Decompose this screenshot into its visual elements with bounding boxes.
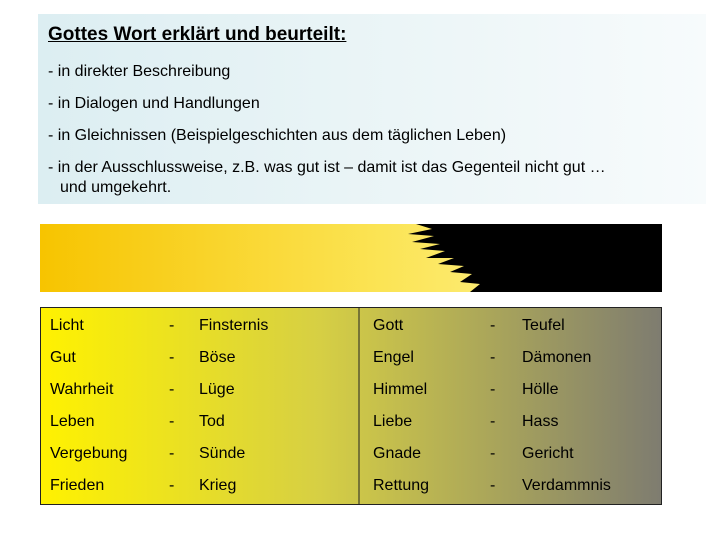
table-cell: Teufel [522, 317, 565, 334]
table-cell: Gut [50, 349, 76, 366]
separator-dash: - [169, 477, 175, 494]
table-cell: Gott [373, 317, 404, 334]
bullet-line-continuation: und umgekehrt. [60, 179, 172, 196]
separator-dash: - [169, 381, 175, 398]
separator-dash: - [169, 349, 175, 366]
text-panel [38, 14, 706, 204]
table-cell: Dämonen [522, 349, 592, 366]
bullet-line: - in Gleichnissen (Beispielgeschichten aus dem täglichen Leben) [48, 127, 507, 144]
table-cell: Gnade [373, 445, 422, 462]
table-cell: Licht [50, 317, 84, 334]
table-cell: Frieden [50, 477, 105, 494]
table-cell: Tod [199, 413, 225, 430]
table-cell: Liebe [373, 413, 413, 430]
table-cell: Lüge [199, 381, 235, 398]
separator-dash: - [169, 317, 175, 334]
separator-dash: - [169, 413, 175, 430]
bullet-line: - in der Ausschlussweise, z.B. was gut ist – damit ist das Gegenteil nicht gut … [48, 159, 606, 176]
separator-dash: - [490, 381, 496, 398]
page-title: Gottes Wort erklärt und beurteilt: [48, 24, 347, 45]
table-cell: Rettung [373, 477, 430, 494]
table-cell: Böse [199, 349, 236, 366]
table-cell: Engel [373, 349, 414, 366]
table-cell: Gericht [522, 445, 574, 462]
table-cell: Hölle [522, 381, 559, 398]
table-background [40, 307, 662, 505]
bullet-line: - in Dialogen und Handlungen [48, 95, 260, 112]
table-cell: Finsternis [199, 317, 269, 334]
table-cell: Vergebung [50, 445, 128, 462]
separator-dash: - [490, 349, 496, 366]
bullet-line: - in direkter Beschreibung [48, 63, 231, 80]
opposites-table [40, 307, 662, 505]
separator-dash: - [169, 445, 175, 462]
table-cell: Sünde [199, 445, 246, 462]
table-cell: Wahrheit [50, 381, 114, 398]
separator-dash: - [490, 413, 496, 430]
separator-dash: - [490, 445, 496, 462]
light-dark-band [40, 224, 662, 292]
table-cell: Verdammnis [522, 477, 611, 494]
table-cell: Leben [50, 413, 95, 430]
table-cell: Himmel [373, 381, 428, 398]
separator-dash: - [490, 317, 496, 334]
table-cell: Hass [522, 413, 559, 430]
table-cell: Krieg [199, 477, 237, 494]
separator-dash: - [490, 477, 496, 494]
